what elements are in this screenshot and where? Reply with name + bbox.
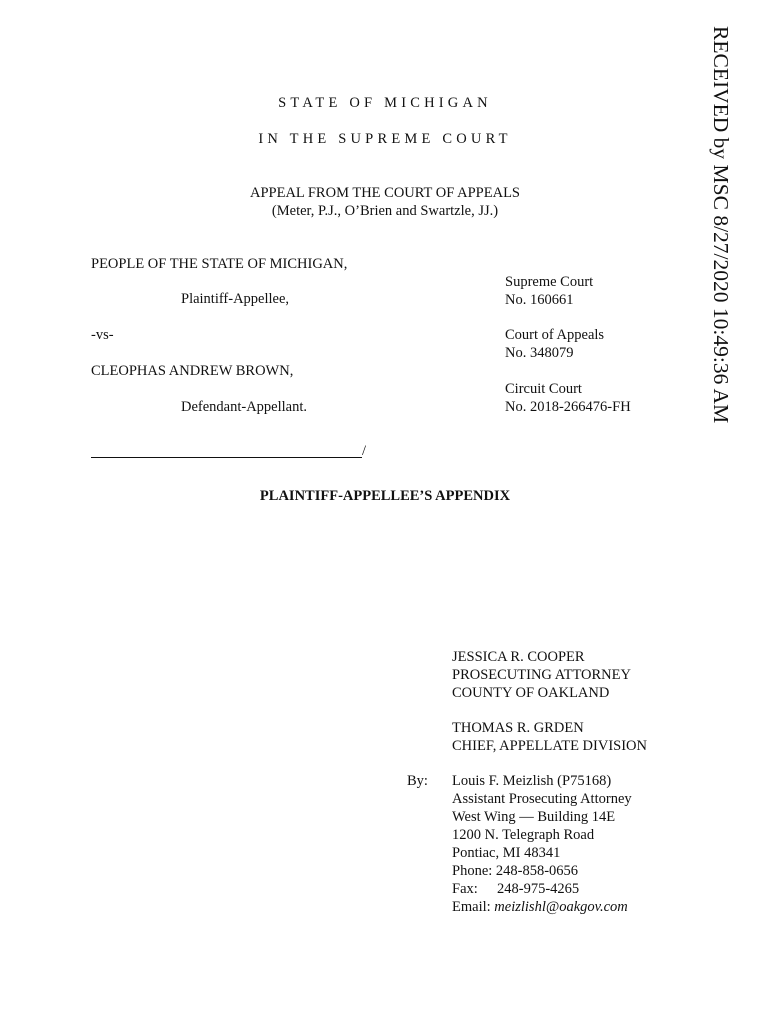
plaintiff-role: Plaintiff-Appellee, bbox=[181, 291, 290, 307]
address-line-1: West Wing — Building 14E bbox=[452, 809, 616, 825]
judges-line: (Meter, P.J., O’Brien and Swartzle, JJ.) bbox=[271, 203, 499, 219]
phone-line: Phone: 248-858-0656 bbox=[452, 863, 579, 879]
case-number-circuit: No. 2018-266476-FH bbox=[505, 399, 631, 415]
prosecutor-name: JESSICA R. COOPER bbox=[452, 649, 585, 665]
plaintiff-name: PEOPLE OF THE STATE OF MICHIGAN, bbox=[91, 256, 348, 272]
attorney-name: Louis F. Meizlish (P75168) bbox=[452, 773, 612, 789]
fax-label: Fax: bbox=[452, 881, 478, 897]
state-heading: STATE OF MICHIGAN bbox=[278, 95, 492, 111]
email-link[interactable]: meizlishl@oakgov.com bbox=[494, 899, 628, 915]
document-title: PLAINTIFF-APPELLEE’S APPENDIX bbox=[259, 488, 511, 504]
prosecutor-block bbox=[452, 648, 631, 702]
case-court-supreme: Supreme Court bbox=[505, 274, 594, 290]
county-name: COUNTY OF OAKLAND bbox=[452, 685, 610, 701]
caption-rule bbox=[91, 457, 362, 458]
email-line bbox=[452, 898, 632, 916]
case-number-appeals: No. 348079 bbox=[505, 345, 574, 361]
chief-block bbox=[452, 719, 647, 755]
versus: -vs- bbox=[91, 327, 114, 343]
chief-name: THOMAS R. GRDEN bbox=[452, 720, 584, 736]
chief-title: CHIEF, APPELLATE DIVISION bbox=[452, 738, 647, 754]
fax-number: 248-975-4265 bbox=[497, 881, 580, 897]
case-court-circuit: Circuit Court bbox=[505, 381, 582, 397]
appeal-heading: APPEAL FROM THE COURT OF APPEALS bbox=[250, 185, 520, 201]
case-court-appeals: Court of Appeals bbox=[505, 327, 605, 343]
defendant-role: Defendant-Appellant. bbox=[181, 399, 308, 415]
defendant-name: CLEOPHAS ANDREW BROWN, bbox=[91, 363, 294, 379]
address-line-2: 1200 N. Telegraph Road bbox=[452, 827, 595, 843]
received-stamp: RECEIVED by MSC 8/27/2020 10:49:36 AM bbox=[709, 26, 733, 424]
attorney-title: Assistant Prosecuting Attorney bbox=[452, 791, 632, 807]
case-number-supreme: No. 160661 bbox=[505, 292, 574, 308]
court-heading: IN THE SUPREME COURT bbox=[258, 131, 512, 147]
caption-slash: / bbox=[362, 443, 367, 459]
email-label: Email: bbox=[452, 899, 491, 915]
prosecutor-title: PROSECUTING ATTORNEY bbox=[452, 667, 631, 683]
by-label: By: bbox=[407, 773, 428, 789]
address-line-3: Pontiac, MI 48341 bbox=[452, 845, 561, 861]
fax-line bbox=[452, 880, 632, 898]
attorney-block bbox=[452, 772, 632, 916]
